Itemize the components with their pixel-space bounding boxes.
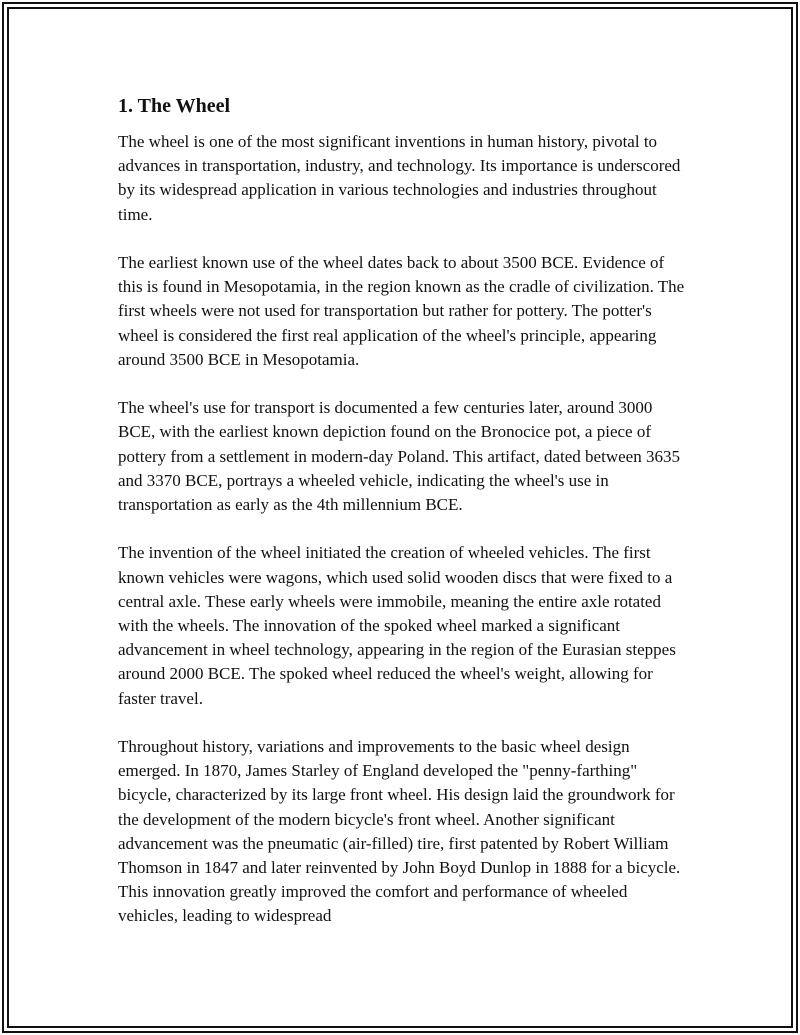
paragraph-1: The wheel is one of the most significant inventions in human history, pivotal to advances in transportation, industry, and technology. Its importance is underscored by its widespread application in various technologies and industries throughout time.: [118, 132, 681, 224]
paragraph-5: Throughout history, variations and improvements to the basic wheel design emerged. In 1870, James Starley of England developed the "penny-farthing" bicycle, characterized by its large front wheel. His design laid the groundwork for the development of the modern bicycle's front wheel. Another significant advancement was the pneumatic (air-filled) tire, first patented by Robert William Thomson in 1847 and later reinvented by John Boyd Dunlop in 1888 for a bicycle. This innovation greatly improved the comfort and performance of wheeled vehicles, leading to widespread: [118, 737, 681, 926]
paragraph-3: The wheel's use for transport is documented a few centuries later, around 3000 BCE, with the earliest known depiction found on the Bronocice pot, a piece of pottery from a settlement in modern-day Poland. This artifact, dated between 3635 and 3370 BCE, portrays a wheeled vehicle, indicating the wheel's use in transportation as early as the 4th millennium BCE.: [118, 398, 680, 515]
paragraph-4: The invention of the wheel initiated the creation of wheeled vehicles. The first known vehicles were wagons, which used solid wooden discs that were fixed to a central axle. These early wheels were immobile, meaning the entire axle rotated with the wheels. The innovation of the spoked wheel marked a significant advancement in wheel technology, appearing in the region of the Eurasian steppes around 2000 BCE. The spoked wheel reduced the wheel's weight, allowing for faster travel.: [118, 543, 676, 708]
paragraph-2: The earliest known use of the wheel dates back to about 3500 BCE. Evidence of this is found in Mesopotamia, in the region known as the cradle of civilization. The first wheels were not used for transportation but rather for pottery. The potter's wheel is considered the first real application of the wheel's principle, appearing around 3500 BCE in Mesopotamia.: [118, 253, 685, 369]
document-body: [118, 92, 688, 953]
section-title: 1. The Wheel: [118, 95, 231, 117]
